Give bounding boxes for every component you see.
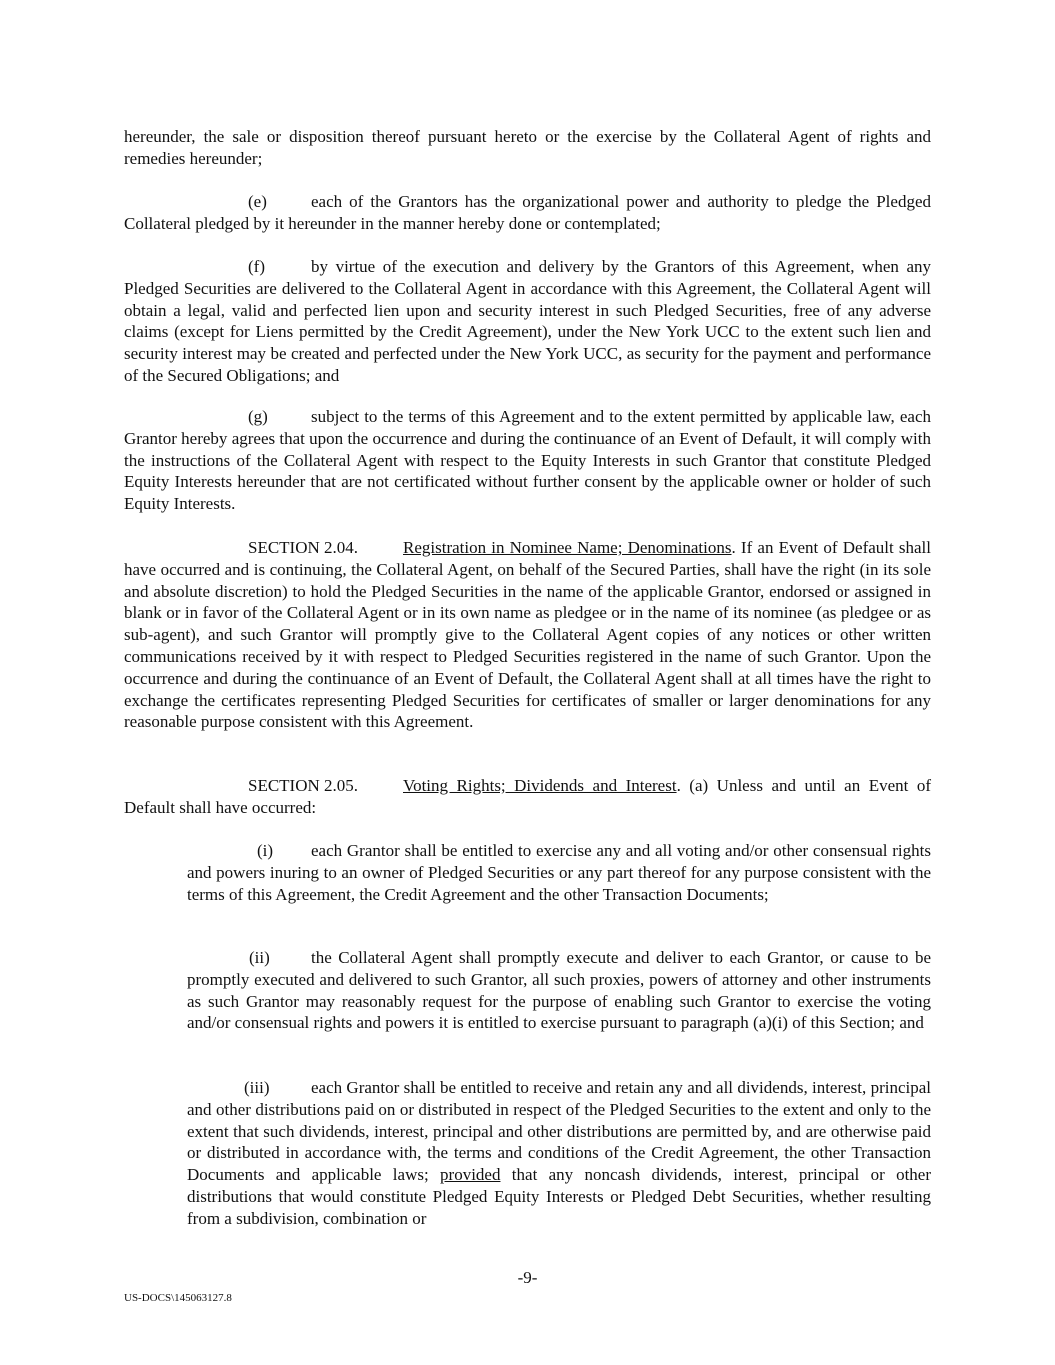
clause-text: each Grantor shall be entitled to exercise any and all voting and/or other consensual rights and powers inuring to an owner of Pledged Securities or any part thereof for any purpose consistent with the terms of this Agreement, the Credit Agreement and the other Transaction Documents; [187, 841, 931, 904]
paragraph-text: hereunder, the sale or disposition thereof pursuant hereto or the exercise by the Collateral Agent of rights and remedies hereunder; [124, 127, 931, 168]
clause-g [124, 406, 931, 515]
document-id: US-DOCS\145063127.8 [124, 1292, 232, 1304]
clause-ii [187, 947, 931, 1034]
section-number: SECTION 2.05. [248, 776, 359, 795]
section-text: . (a) Unless and until an Event of Default shall have occurred: [124, 776, 932, 817]
clause-label: (e) [248, 192, 267, 211]
clause-text-continued: that any noncash dividends, interest, principal or other distributions that would constitute Pledged Equity Interests or Pledged Debt Securities, whether resulting from a subdivision, combination or [187, 1165, 931, 1228]
clause-text: by virtue of the execution and delivery by the Grantors of this Agreement, when any Pledged Securities are delivered to the Collateral Agent in accordance with this Agreement, the Collateral Agent will obtain a legal, valid and perfected lien upon and security interest in such Pledged Securities, free of any adverse claims (except for Liens permitted by the Credit Agreement), under the New York UCC to the extent such lien and security interest may be created and perfected under the New York UCC, as security for the payment and performance of the Secured Obligations; and [124, 257, 931, 385]
clause-text: subject to the terms of this Agreement and to the extent permitted by applicable law, each Grantor hereby agrees that upon the occurrence and during the continuance of an Event of Default, it will comply with the instructions of the Collateral Agent with respect to the Equity Interests in such Grantor that constitute Pledged Equity Interests hereunder that are not certificated without further consent by the applicable owner or holder of such Equity Interests. [124, 407, 931, 514]
clause-f [124, 256, 931, 387]
paragraph-continuation [124, 126, 931, 170]
section-title: Voting Rights; Dividends and Interest [403, 776, 677, 795]
clause-i [187, 840, 931, 905]
clause-e [124, 191, 931, 235]
clause-label: (ii) [249, 948, 270, 967]
clause-label: (i) [257, 841, 274, 860]
section-2-04 [124, 537, 931, 733]
section-title: Registration in Nominee Name; Denominations [403, 538, 732, 557]
clause-label: (g) [248, 407, 268, 426]
provided-term: provided [440, 1165, 501, 1185]
clause-label: (iii) [244, 1078, 270, 1097]
clause-text: the Collateral Agent shall promptly execute and deliver to each Grantor, or cause to be promptly executed and delivered to such Grantor, all such proxies, powers of attorney and other instruments as such Grantor may reasonably request for the purpose of enabling such Grantor to exercise the voting and/or consensual rights and powers it is entitled to exercise pursuant to paragraph (a)(i) of this Section; and [187, 948, 931, 1033]
section-2-05 [124, 775, 931, 819]
clause-iii [187, 1077, 931, 1230]
page-number: -9- [517, 1268, 538, 1287]
clause-text: each of the Grantors has the organizational power and authority to pledge the Pledged Collateral pledged by it hereunder in the manner hereby done or contemplated; [124, 192, 931, 233]
clause-label: (f) [248, 257, 265, 276]
section-number: SECTION 2.04. [248, 538, 359, 557]
clause-text: each Grantor shall be entitled to receive and retain any and all dividends, interest, principal and other distributions paid on or distributed in respect of the Pledged Securities to the extent and only to the extent that such dividends, interest, principal and other distributions are permitted by, and are otherwise paid or distributed in accordance with, the terms and conditions of the Credit Agreement, the other Transaction Documents and applicable laws; [187, 1078, 931, 1185]
section-text: . If an Event of Default shall have occurred and is continuing, the Collateral Agent, on behalf of the Secured Parties, shall have the right (in its sole and absolute discretion) to hold the Pledged Securities in the name of the applicable Grantor, endorsed or assigned in blank or in favor of the Collateral Agent or in its own name as pledgee or in the name of its nominee (as pledgee or as sub-agent), and such Grantor will promptly give to the Collateral Agent copies of any notices or other written communications received by it with respect to Pledged Securities registered in the name of such Grantor. Upon the occurrence and during the continuance of an Event of Default, the Collateral Agent shall at all times have the right to exchange the certificates representing Pledged Securities for certificates of smaller or larger denominations for any reasonable purpose consistent with this Agreement. [124, 538, 932, 732]
